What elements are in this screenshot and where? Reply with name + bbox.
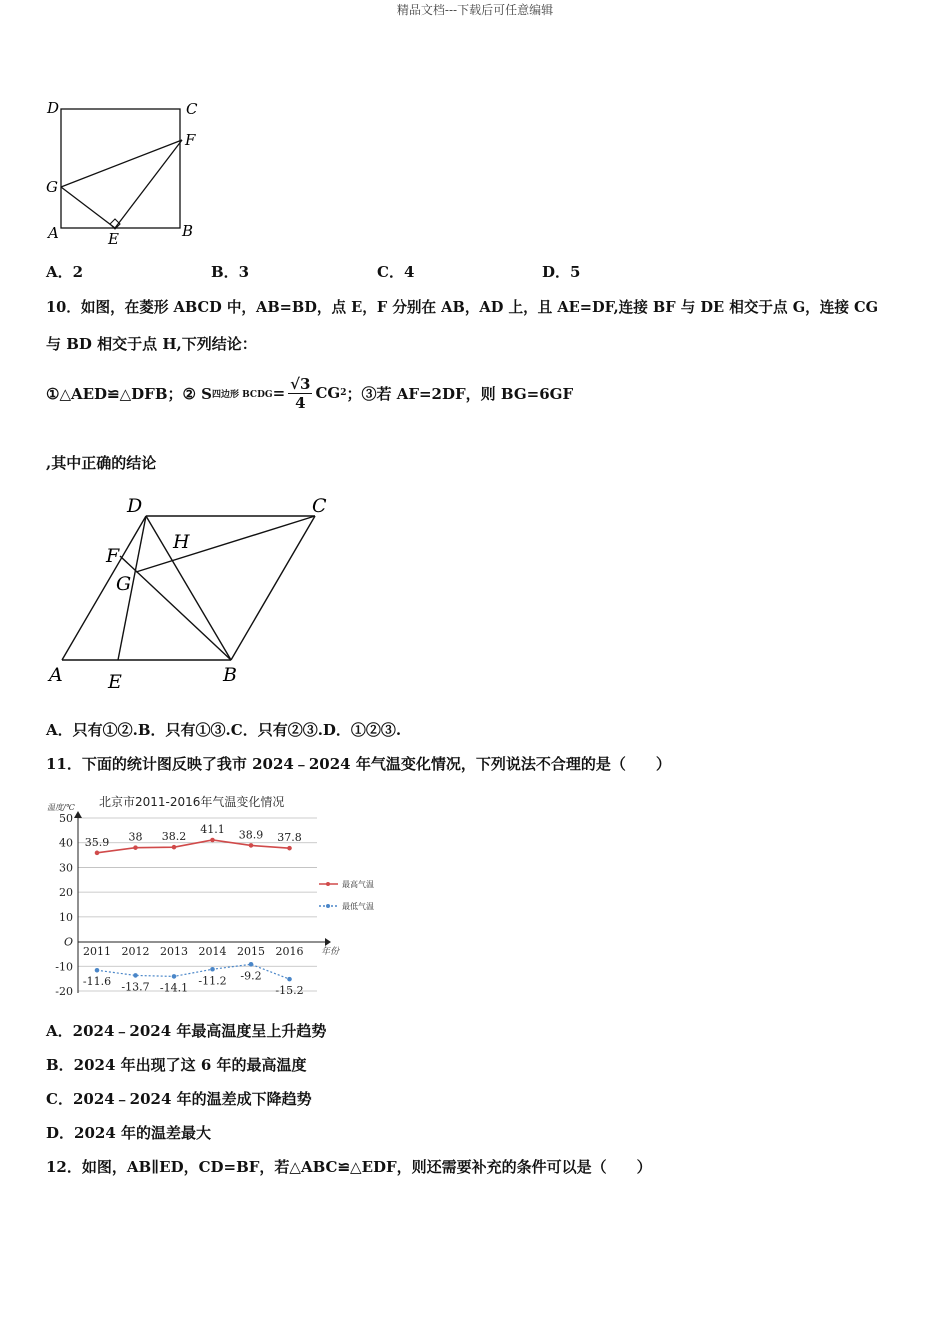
data-point bbox=[210, 838, 215, 843]
square-figure bbox=[40, 95, 210, 250]
fraction bbox=[288, 375, 312, 412]
x-tick-label: 2014 bbox=[198, 945, 227, 958]
y-tick-label: O bbox=[63, 935, 73, 949]
x-tick-label: 2015 bbox=[237, 945, 265, 958]
conclusion-1: ①△AED≌△DFB；② S bbox=[46, 384, 213, 403]
rhombus-label-a: A bbox=[49, 664, 63, 686]
cg-term: CG bbox=[315, 384, 341, 402]
conclusion-3: ；③若 AF=2DF，则 BG=6GF bbox=[346, 384, 574, 403]
data-label: -13.7 bbox=[121, 980, 150, 994]
fraction-numerator: √3 bbox=[290, 374, 311, 393]
data-point bbox=[172, 974, 177, 979]
x-tick-label: 2013 bbox=[160, 945, 188, 958]
chart-ylabel: 温度/℃ bbox=[47, 803, 75, 812]
q10-conclusions bbox=[46, 368, 573, 418]
data-label: -11.2 bbox=[198, 974, 227, 988]
rhombus-label-f: F bbox=[106, 545, 120, 567]
q11-option-b: B．2024 年出现了这 6 年的最高温度 bbox=[46, 1056, 307, 1074]
legend-label: 最高气温 bbox=[342, 880, 374, 889]
page-header: 精品文档---下载后可任意编辑 bbox=[396, 3, 554, 17]
q11-stem: 11．下面的统计图反映了我市 2024﹣2024 年气温变化情况，下列说法不合理的是（ ） bbox=[46, 755, 671, 773]
q9-option-a: A．2 bbox=[46, 263, 84, 281]
q9-option-b: B．3 bbox=[211, 263, 250, 281]
label-b: B bbox=[182, 222, 194, 240]
x-axis-arrow bbox=[325, 938, 331, 946]
data-label: 35.9 bbox=[84, 835, 110, 849]
data-point bbox=[287, 846, 292, 851]
q12-stem: 12．如图，AB∥ED，CD=BF，若△ABC≌△EDF，则还需要补充的条件可以是（ ） bbox=[46, 1158, 652, 1176]
y-axis-arrow bbox=[74, 811, 82, 818]
y-tick-label: -10 bbox=[55, 960, 73, 974]
data-label: 37.8 bbox=[277, 831, 302, 845]
q10-stem-line1: 10．如图，在菱形 ABCD 中，AB=BD，点 E，F 分别在 AB，AD 上，且 AE=DF,连接 BF 与 DE 相交于点 G，连接 CG bbox=[46, 299, 879, 316]
data-label: 41.1 bbox=[200, 822, 225, 836]
y-tick-label: 50 bbox=[59, 812, 73, 825]
data-label: -14.1 bbox=[159, 981, 189, 995]
data-point bbox=[133, 973, 138, 978]
data-label: 38.2 bbox=[161, 830, 187, 844]
x-tick-label: 2011 bbox=[83, 945, 111, 958]
area-subscript: 四边形 BCDG bbox=[212, 389, 273, 400]
data-point bbox=[249, 962, 254, 967]
data-point bbox=[249, 843, 254, 848]
y-tick-label: 30 bbox=[59, 861, 73, 875]
data-point bbox=[95, 851, 100, 856]
rhombus-label-b: B bbox=[223, 664, 237, 686]
q10-stem-line4: ,其中正确的结论 bbox=[46, 454, 157, 472]
data-label: 38.9 bbox=[238, 828, 264, 842]
q10-options: A．只有①②.B．只有①③.C．只有②③.D．①②③. bbox=[46, 721, 402, 739]
data-point bbox=[210, 967, 215, 972]
rhombus-label-c: C bbox=[312, 495, 327, 517]
cg-exponent: 2 bbox=[340, 388, 347, 398]
data-label: -11.6 bbox=[82, 975, 112, 989]
label-d: D bbox=[47, 99, 60, 117]
fraction-denominator: 4 bbox=[295, 393, 306, 412]
data-label: -9.2 bbox=[240, 969, 262, 983]
q9-option-d: D．5 bbox=[542, 263, 581, 281]
rhombus-label-d: D bbox=[127, 495, 143, 517]
legend-label: 最低气温 bbox=[342, 902, 374, 911]
data-point bbox=[172, 845, 177, 850]
rhombus-label-g: G bbox=[116, 573, 132, 595]
equals-sign: = bbox=[272, 384, 286, 402]
x-tick-label: 2012 bbox=[121, 945, 150, 958]
q10-stem-line2: 与 BD 相交于点 H,下列结论： bbox=[46, 335, 257, 353]
label-g: G bbox=[46, 178, 58, 196]
label-c: C bbox=[186, 100, 198, 118]
x-tick-label: 2016 bbox=[275, 945, 304, 958]
legend-marker bbox=[326, 882, 330, 886]
data-point bbox=[95, 968, 100, 973]
q11-option-c: C．2024﹣2024 年的温差成下降趋势 bbox=[46, 1090, 312, 1108]
q11-option-a: A．2024﹣2024 年最高温度呈上升趋势 bbox=[46, 1022, 327, 1040]
data-point bbox=[133, 845, 138, 850]
data-label: 38 bbox=[128, 830, 143, 844]
data-point bbox=[287, 977, 292, 982]
rhombus-label-e: E bbox=[108, 671, 122, 693]
y-tick-label: 10 bbox=[59, 910, 73, 924]
label-e: E bbox=[108, 230, 119, 248]
y-tick-label: 20 bbox=[59, 886, 73, 900]
data-label: -15.2 bbox=[275, 984, 304, 998]
q11-option-d: D．2024 年的温差最大 bbox=[46, 1124, 211, 1142]
y-tick-label: 40 bbox=[59, 836, 73, 850]
y-tick-label: -20 bbox=[55, 985, 73, 998]
label-f: F bbox=[185, 131, 196, 149]
rhombus-label-h: H bbox=[173, 531, 190, 553]
chart-xlabel: 年份 bbox=[321, 947, 340, 957]
series-line bbox=[97, 840, 290, 853]
legend-marker bbox=[326, 904, 330, 908]
temperature-chart bbox=[42, 788, 387, 1000]
rhombus-figure bbox=[40, 490, 340, 695]
label-a: A bbox=[48, 224, 59, 242]
q9-option-c: C．4 bbox=[377, 263, 415, 281]
chart-title: 北京市2011-2016年气温变化情况 bbox=[99, 795, 285, 809]
